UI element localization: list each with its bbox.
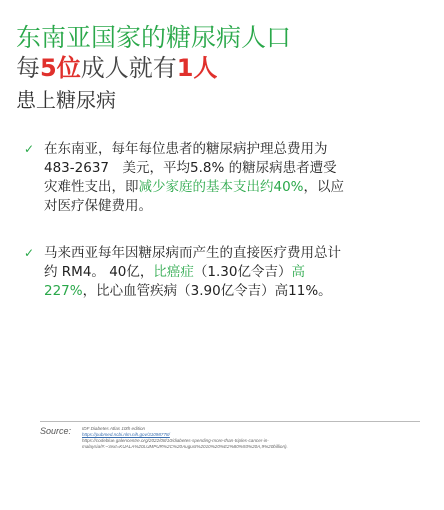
bullet-text <box>44 244 344 301</box>
source-list <box>82 426 288 450</box>
title-prefix: 每 <box>16 54 40 82</box>
bullet-text-part: （1.30亿令吉） <box>193 264 292 280</box>
checkmark-icon: ✓ <box>24 142 35 156</box>
page-title: 东南亚国家的糖尿病人口 <box>16 23 292 52</box>
source-link[interactable]: https://pubmed.ncbi.nlm.nih.gov/31098778/ <box>82 432 170 437</box>
bullet-highlight: 减少家庭的基本支出约40% <box>138 179 304 195</box>
source-line: IDF Diabetes Atlas 10th edition <box>82 426 146 431</box>
title-number-one: 1人 <box>176 54 218 82</box>
bullet-highlight: 比癌症 <box>153 264 194 280</box>
bullet-text-part: ，以应对医疗保健费用。 <box>44 179 345 214</box>
bullet-text-part: ，比心血管疾病（3.90亿令吉）高11%。 <box>82 283 332 299</box>
title-number-five: 5位 <box>40 54 81 82</box>
title-statistic <box>16 53 436 83</box>
title-middle: 成人就有 <box>80 54 177 82</box>
bullet-highlight: 高227% <box>44 264 305 299</box>
title-subtitle: 患上糖尿病 <box>16 88 116 112</box>
source-section <box>40 421 420 450</box>
bullet-item-malaysia <box>24 244 344 301</box>
bullet-item-cost <box>24 140 344 216</box>
checkmark-icon: ✓ <box>24 246 35 260</box>
source-line: malaysia/#:~:text=KUALA%20LUMPUR%2C%20August%2010%20%E2%80%93%20A,9%20billion). <box>82 444 288 449</box>
title-block <box>16 22 436 115</box>
source-line: https://codeblue.galencentre.org/2022/08/10/diabetes-spending-more-than-triples-cancer-in- <box>82 438 269 443</box>
bullet-text-part: 马来西亚每年因糖尿病而产生的直接医疗费用总计约 RM4。 40亿， <box>44 245 341 280</box>
source-label: Source: <box>40 426 72 436</box>
bullet-text-part: 在东南亚，每年每位患者的糖尿病护理总费用为 483-2637 美元，平均5.8% 的糖尿病患者遭受灾难性支出，即 <box>44 141 341 195</box>
bullet-list <box>24 140 344 301</box>
bullet-text <box>44 140 344 216</box>
